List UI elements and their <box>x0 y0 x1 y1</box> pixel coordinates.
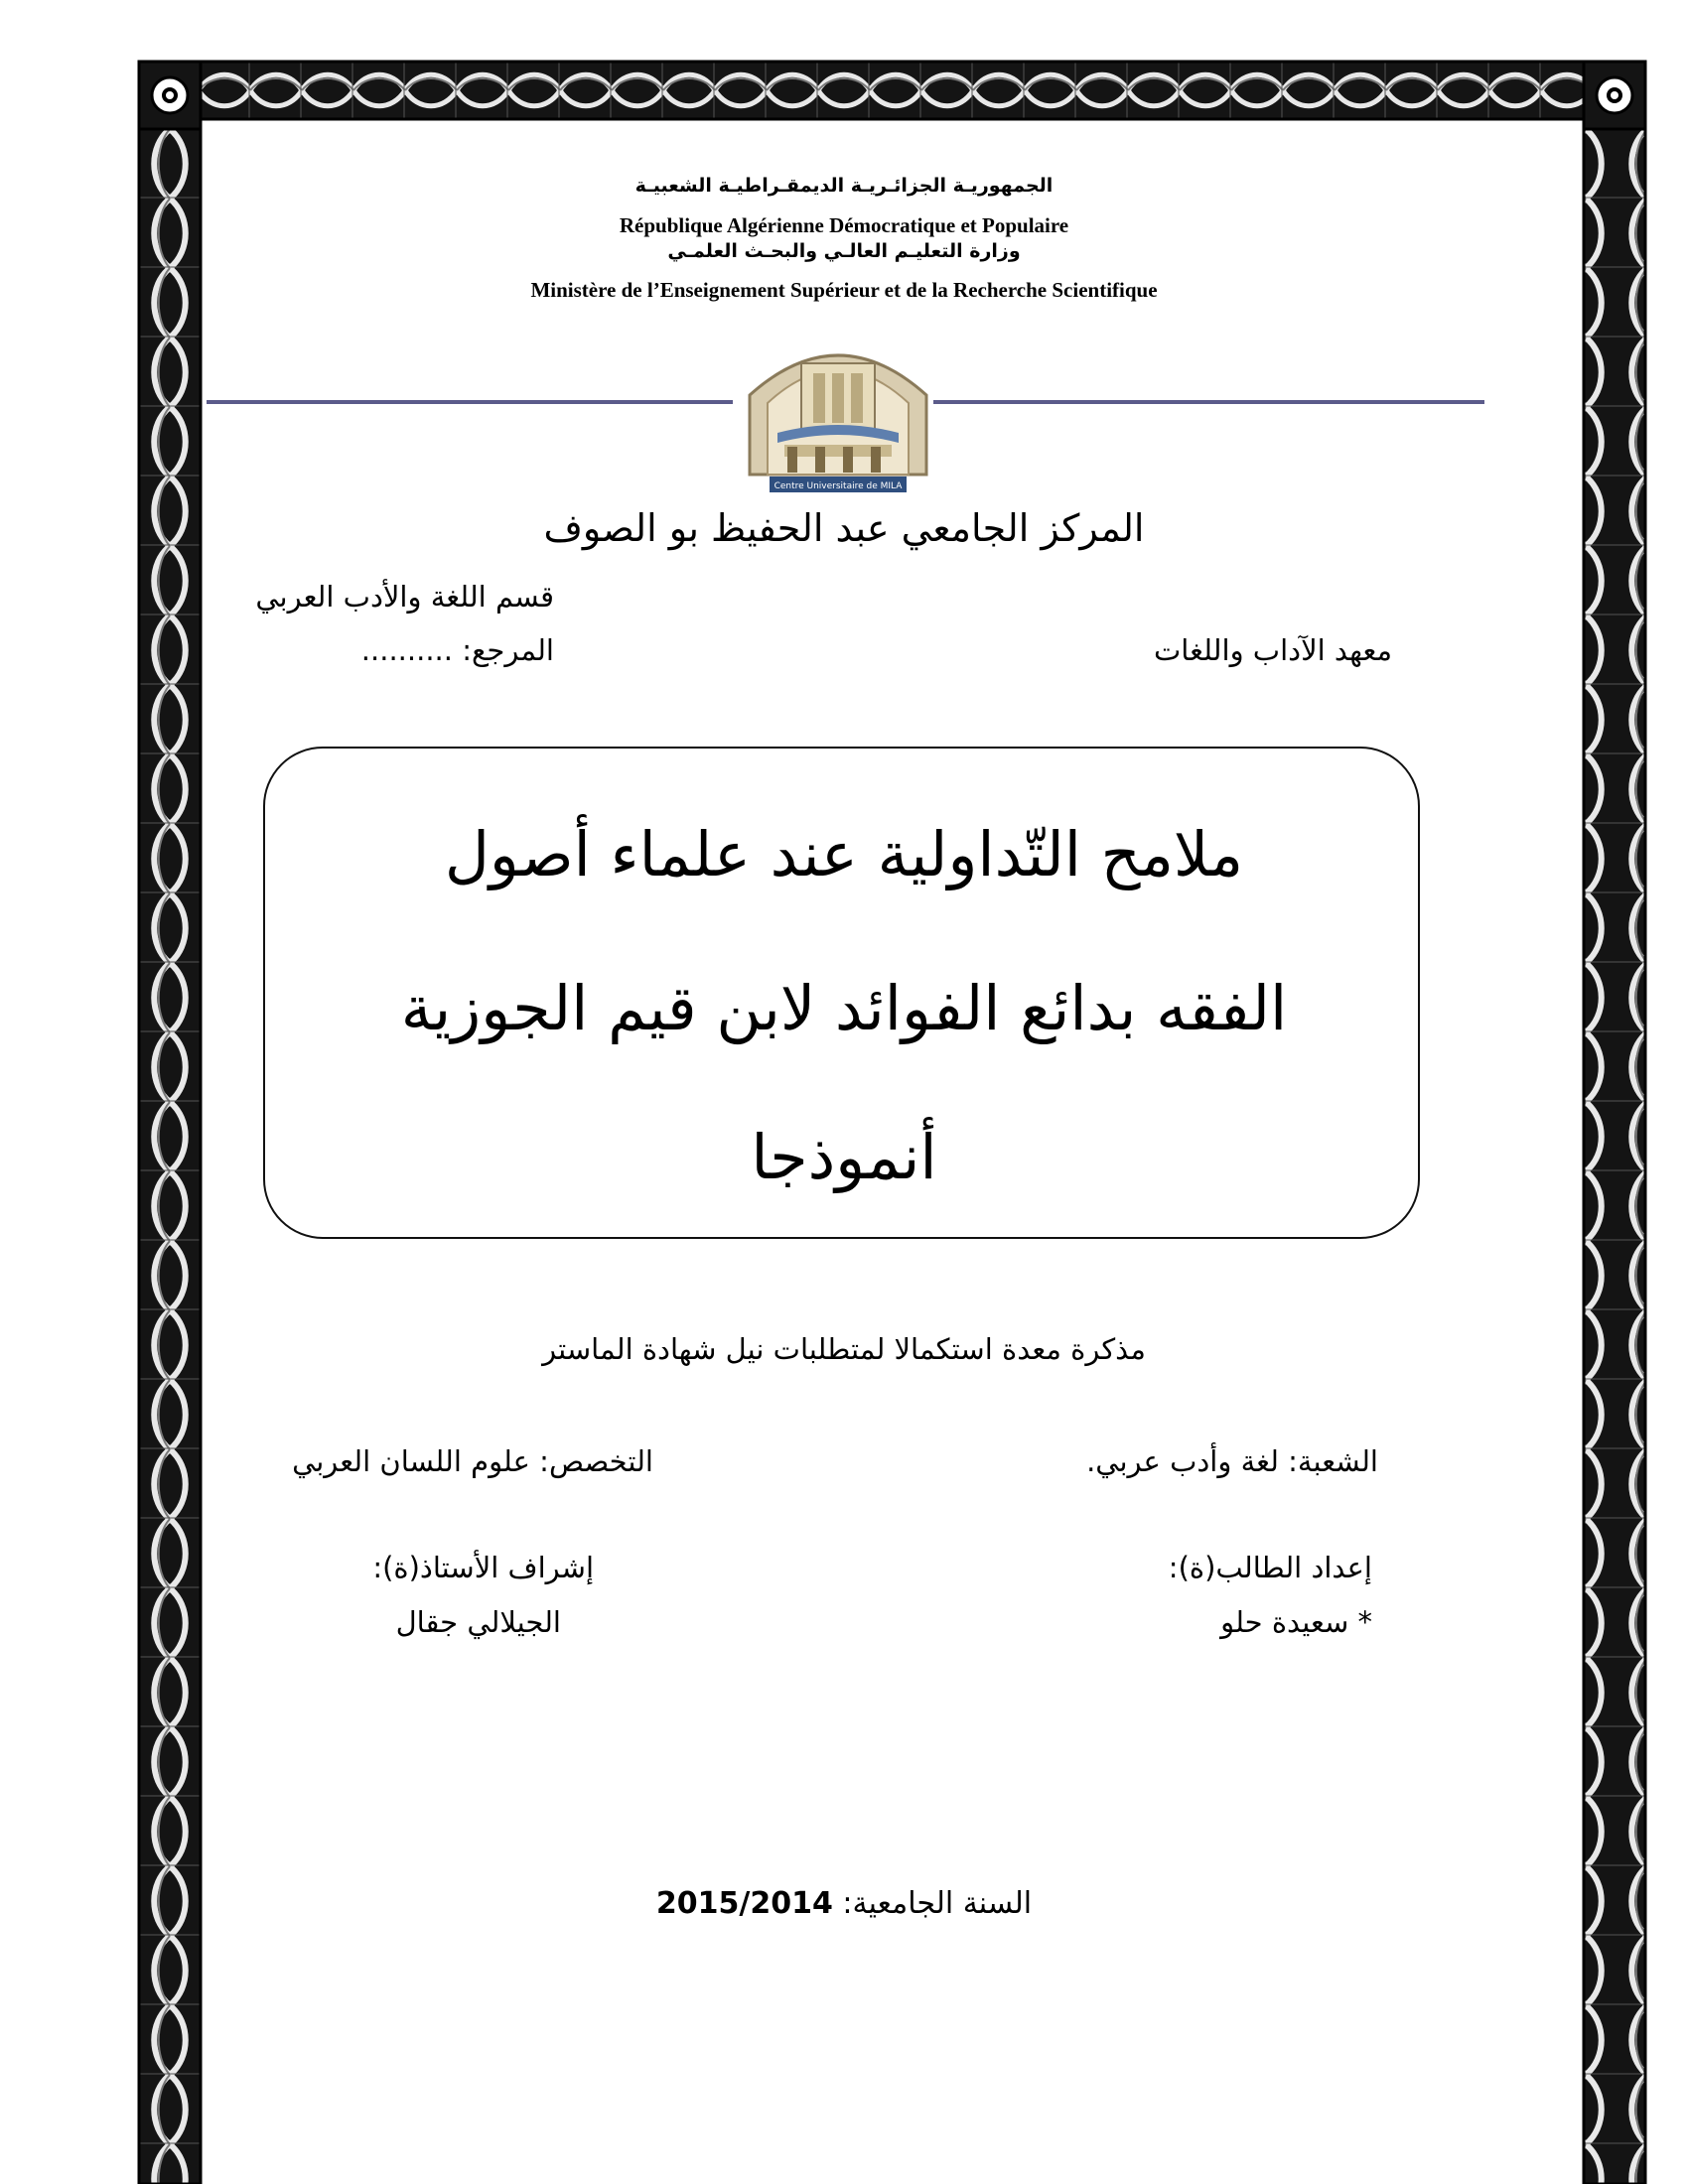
department-name: قسم اللغة والأدب العربي <box>255 580 554 614</box>
supervisor-label: إشراف الأستاذ(ة): <box>372 1551 594 1584</box>
academic-year <box>496 1886 1192 1921</box>
thesis-title-line-3: أنموذجا <box>751 1121 937 1193</box>
thesis-title-line-2: الفقه بدائع الفوائد لابن قيم الجوزية <box>400 972 1288 1044</box>
branch-label: الشعبة: لغة وأدب عربي. <box>1086 1444 1378 1478</box>
republic-french: République Algérienne Démocratique et Populaire <box>619 213 1069 237</box>
corner-ornament-left <box>139 62 201 129</box>
logo-caption: Centre Universitaire de MILA <box>774 481 903 491</box>
university-center-name: المركز الجامعي عبد الحفيظ بو الصوف <box>543 506 1145 550</box>
supervisor-name: الجيلالي جقال <box>395 1605 561 1639</box>
university-logo <box>730 326 946 494</box>
memo-description: مذكرة معدة استكمالا لمتطلبات نيل شهادة الماستر <box>542 1332 1146 1366</box>
academic-year-value: 2015/2014 <box>655 1886 833 1921</box>
student-name: * سعيدة حلو <box>1220 1605 1372 1639</box>
reference-number: المرجع: .......... <box>360 633 554 667</box>
header-divider-left <box>207 400 733 404</box>
student-label: إعداد الطالب(ة): <box>1168 1551 1372 1584</box>
specialty-label: التخصص: علوم اللسان العربي <box>292 1444 653 1478</box>
ministry-french: Ministère de l’Enseignement Supérieur et de la Recherche Scientifique <box>530 278 1158 302</box>
corner-ornament-right <box>1584 62 1645 129</box>
header-divider-right <box>933 400 1484 404</box>
republic-arabic: الجمهوريـة الجزائـريـة الديمقـراطيـة الشعبيـة <box>634 175 1054 197</box>
ministry-arabic: وزارة التعليـم العالـي والبحـث العلمـي <box>667 240 1021 262</box>
institute-name: معهد الآداب واللغات <box>1153 633 1392 667</box>
academic-year-label: السنة الجامعية: <box>842 1886 1033 1921</box>
thesis-title-line-1: ملامح التّداولية عند علماء أصول <box>444 818 1244 890</box>
